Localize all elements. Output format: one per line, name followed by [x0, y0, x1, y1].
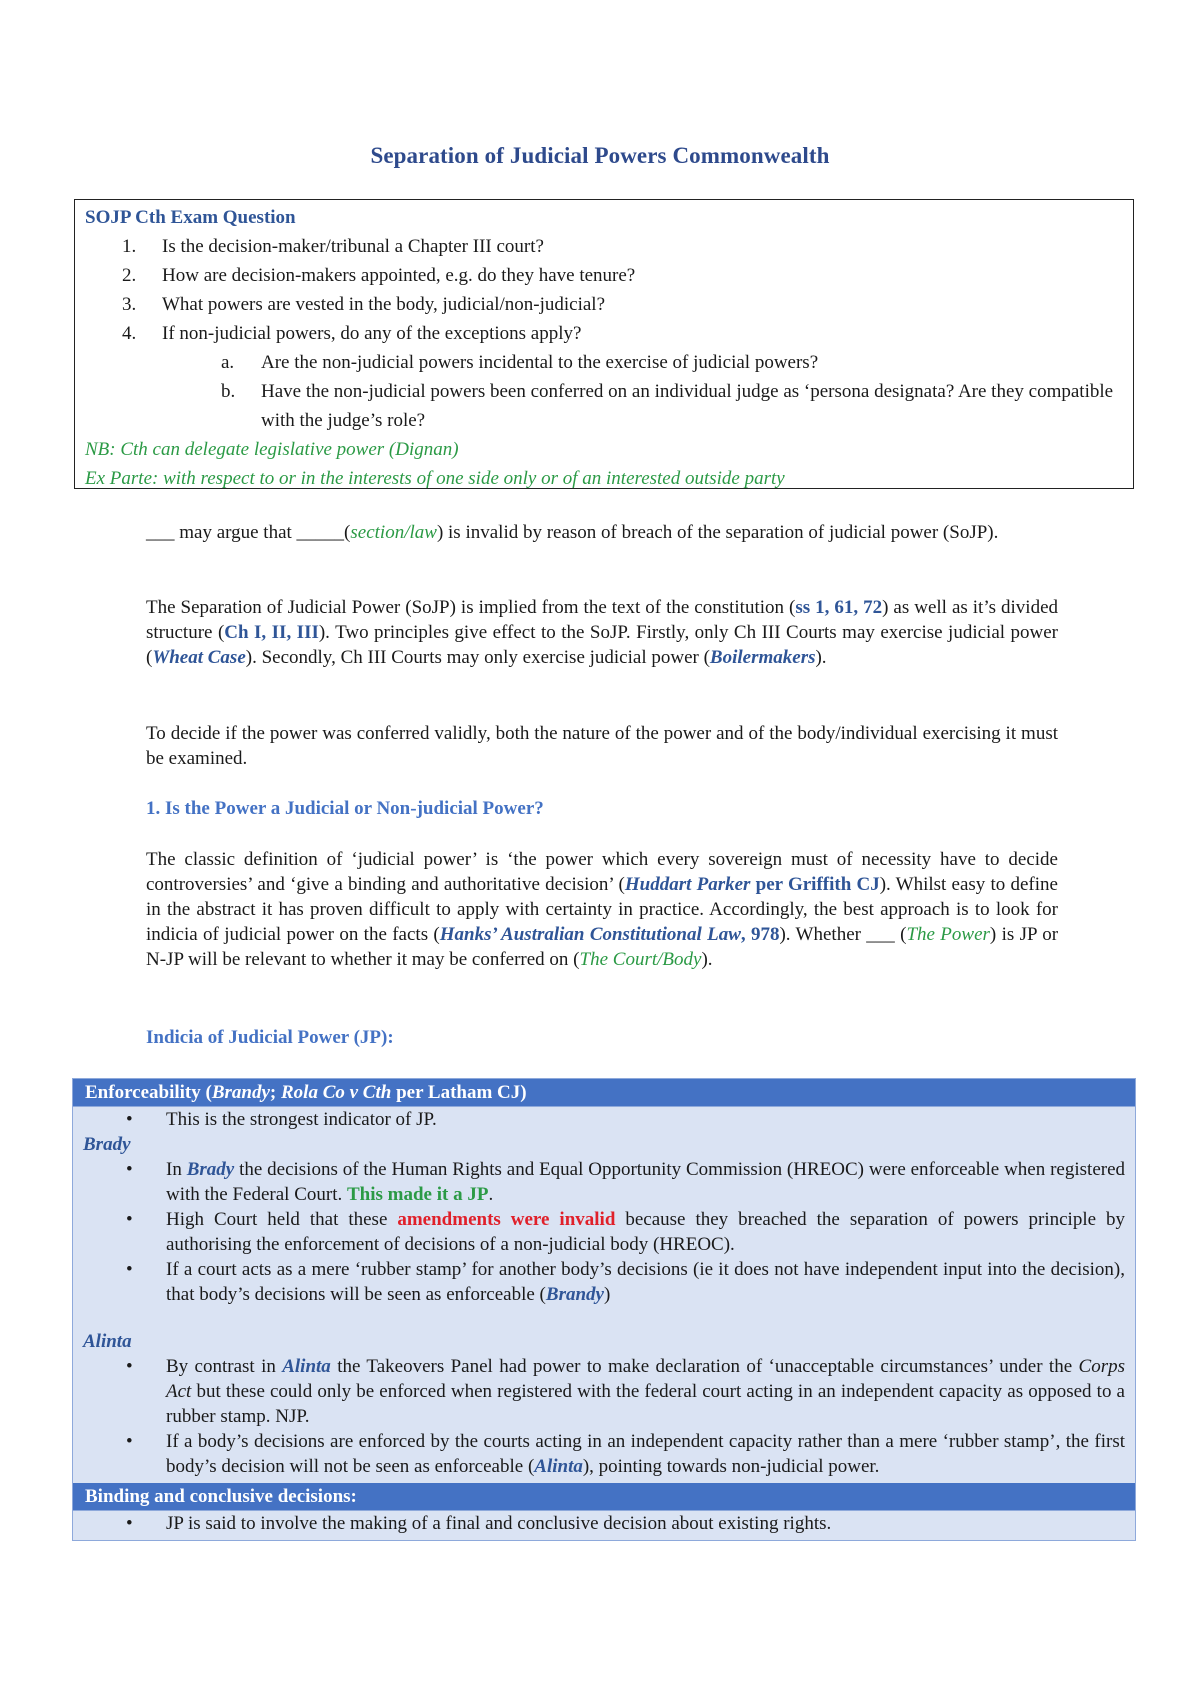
text-run: .	[488, 1184, 494, 1205]
placeholder-court-body: The Court/Body	[579, 949, 702, 970]
bullet-icon: •	[126, 1109, 133, 1130]
section-heading-indicia: Indicia of Judicial Power (JP):	[146, 1027, 394, 1048]
text-run: If a court acts as a mere ‘rubber stamp’ for another body’s decisions (ie it does not have independent input into the decision), that body’s decisions will be seen as enforceable (	[166, 1259, 1125, 1305]
text-run: the Takeovers Panel had power to make declaration of ‘unacceptable circumstances’ under the	[330, 1356, 1079, 1377]
item-number: 4.	[122, 323, 137, 344]
text-run: By contrast in	[166, 1356, 283, 1377]
citation-chapters: Ch I, II, III	[224, 622, 319, 643]
text-run: ) is JP or N-JP will be relevant to whether it may be conferred on (	[146, 924, 1059, 970]
note-dignan: NB: Cth can delegate legislative power (Dignan)	[85, 439, 459, 460]
item-number: 1.	[122, 236, 137, 257]
text-run: In	[166, 1159, 187, 1180]
subitem-letter: a.	[221, 352, 235, 373]
text-run: ).	[815, 647, 827, 668]
paragraph-sojp	[146, 595, 1058, 670]
case-huddart-parker: Huddart Parker	[624, 874, 751, 895]
paragraph-definition	[146, 847, 1058, 972]
bullet-icon: •	[126, 1209, 133, 1230]
bullet-icon: •	[126, 1259, 133, 1280]
text-run: If a body’s decisions are enforced by the courts acting in an independent capacity rather than a mere ‘rubber stamp’, the first body’s decision will not be seen as enforceable (	[166, 1431, 1125, 1477]
placeholder-power: The Power	[906, 924, 990, 945]
exam-question-subitem	[85, 348, 1123, 377]
exam-question-heading: SOJP Cth Exam Question	[85, 207, 296, 228]
text-run: ). Two principles give effect to the SoJP. Firstly, only Ch III Courts may exercise judicial power (	[146, 622, 1058, 668]
bullet-icon: •	[126, 1159, 133, 1180]
table-body-binding	[73, 1511, 1135, 1540]
item-text: Is the decision-maker/tribunal a Chapter III court?	[162, 236, 544, 257]
bullet-text	[166, 1257, 1125, 1307]
text-run: High Court held that these	[166, 1209, 398, 1230]
text-run: ).	[701, 949, 713, 970]
case-boilermakers: Boilermakers	[709, 647, 816, 668]
bullet-item	[83, 1257, 1125, 1307]
exam-question-item	[85, 232, 1123, 261]
case-alinta: Alinta	[282, 1356, 331, 1377]
subitem-text: Are the non-judicial powers incidental to the exercise of judicial powers?	[261, 352, 819, 373]
case-brandy: Brandy	[545, 1284, 604, 1305]
placeholder-section-law: section/law	[350, 522, 437, 543]
text-run: ). Whilst easy to define in the abstract it has proven difficult to apply with certainty in practice. Accordingly, the best approach is to look for indicia of judicial power on the facts (	[146, 874, 1058, 945]
judge-reference: per Griffith CJ	[750, 874, 880, 895]
item-text: If non-judicial powers, do any of the exceptions apply?	[162, 323, 582, 344]
item-text: How are decision-makers appointed, e.g. do they have tenure?	[162, 265, 636, 286]
spacer	[83, 1307, 1125, 1329]
text-run: ). Secondly, Ch III Courts may only exercise judicial power (	[245, 647, 710, 668]
citation-page: , 978	[740, 924, 780, 945]
paragraph-nature: To decide if the power was conferred validly, both the nature of the power and of the body/individual exercising it must be examined.	[146, 723, 1058, 769]
bullet-item	[83, 1429, 1125, 1479]
text-run: The classic definition of ‘judicial power’ is ‘the power which every sovereign must of necessity have to decide controversies’ and ‘give a binding and authoritative decision’ (	[146, 849, 1058, 895]
page-title: Separation of Judicial Powers Commonwealth	[370, 143, 830, 168]
text-run: per Latham CJ)	[391, 1082, 527, 1103]
bullet-text: JP is said to involve the making of a final and conclusive decision about existing rights.	[166, 1513, 832, 1534]
subitem-text: Have the non-judicial powers been conferred on an individual judge as ‘persona designata? Are they compatible with the judge’s role?	[261, 381, 1114, 431]
bullet-text	[166, 1157, 1125, 1207]
bullet-item	[83, 1157, 1125, 1207]
table-header-enforceability	[73, 1079, 1135, 1107]
exam-question-item	[85, 261, 1123, 290]
text-run: ;	[269, 1082, 281, 1103]
citation-sections: ss 1, 61, 72	[795, 597, 883, 618]
section-heading-1: 1. Is the Power a Judicial or Non-judicial Power?	[146, 798, 544, 819]
bullet-icon: •	[126, 1431, 133, 1452]
exam-question-box	[74, 199, 1134, 489]
text-run: the decisions of the Human Rights and Equal Opportunity Commission (HREOC) were enforceable when registered with the Federal Court.	[166, 1159, 1126, 1205]
item-number: 3.	[122, 294, 137, 315]
case-heading-alinta: Alinta	[83, 1331, 132, 1352]
item-number: 2.	[122, 265, 137, 286]
paragraph-intro	[146, 520, 1058, 545]
highlight-jp: This made it a JP	[347, 1184, 489, 1205]
exam-question-subitem	[85, 377, 1123, 435]
item-text: What powers are vested in the body, judicial/non-judicial?	[162, 294, 606, 315]
highlight-invalid: amendments were invalid	[397, 1209, 616, 1230]
bullet-icon: •	[126, 1513, 133, 1534]
case-alinta: Alinta	[534, 1456, 583, 1477]
exam-question-item	[85, 290, 1123, 319]
text-run: Enforceability (	[85, 1082, 212, 1103]
text-run: The Separation of Judicial Power (SoJP) is implied from the text of the constitution (	[146, 597, 796, 618]
subitem-letter: b.	[221, 381, 236, 402]
bullet-text	[166, 1207, 1125, 1257]
bullet-text: This is the strongest indicator of JP.	[166, 1109, 437, 1130]
case-brady: Brady	[186, 1159, 235, 1180]
case-rola: Rola Co v Cth	[281, 1082, 392, 1103]
text-run: ). Whether ___ (	[779, 924, 907, 945]
indicia-table	[72, 1078, 1136, 1541]
bullet-item	[83, 1511, 1125, 1536]
text-run: because they breached the separation of powers principle by authorising the enforcement of decisions of a non-judicial body (HREOC).	[166, 1209, 1126, 1255]
text-run: ), pointing towards non-judicial power.	[582, 1456, 880, 1477]
text-run: but these could only be enforced when registered with the federal court acting in an independent capacity as opposed to a rubber stamp. NJP.	[166, 1381, 1125, 1427]
bullet-item	[83, 1207, 1125, 1257]
text-run: )	[603, 1284, 611, 1305]
text-run: ) is invalid by reason of breach of the separation of judicial power (SoJP).	[436, 522, 999, 543]
table-header-binding: Binding and conclusive decisions:	[73, 1483, 1135, 1511]
bullet-text	[166, 1429, 1125, 1479]
bullet-item	[83, 1354, 1125, 1429]
citation-hanks: Hanks’ Australian Constitutional Law	[439, 924, 741, 945]
case-wheat: Wheat Case	[152, 647, 246, 668]
case-brandy: Brandy	[211, 1082, 270, 1103]
table-body-enforceability	[73, 1107, 1135, 1483]
bullet-icon: •	[126, 1356, 133, 1377]
note-ex-parte: Ex Parte: with respect to or in the interests of one side only or of an interested outside party	[85, 468, 785, 489]
text-run: ) as well as it’s divided structure (	[146, 597, 1058, 643]
statute-corps-act: Corps Act	[166, 1356, 1125, 1402]
exam-question-item	[85, 319, 1123, 348]
text-run: ___ may argue that _____(	[146, 522, 351, 543]
bullet-text	[166, 1354, 1125, 1429]
case-heading-brady: Brady	[83, 1134, 131, 1155]
bullet-item	[83, 1107, 1125, 1132]
